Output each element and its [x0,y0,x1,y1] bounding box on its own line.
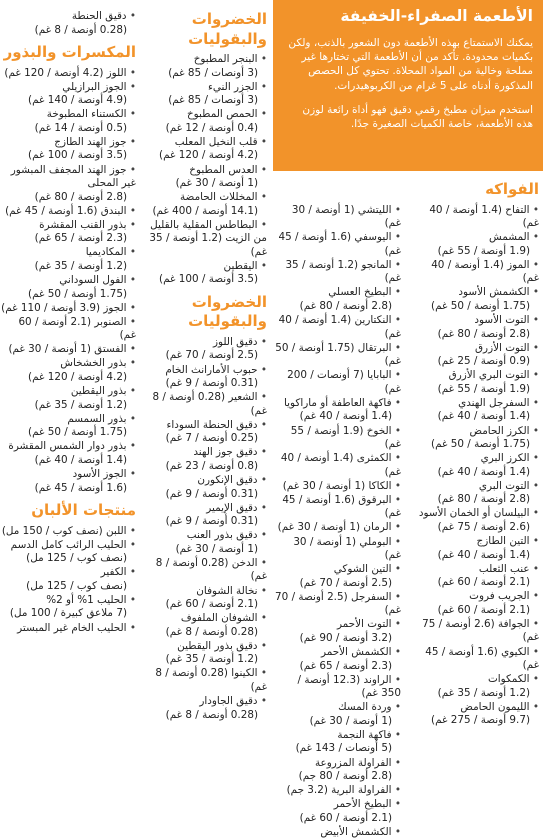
item-name: • البابايا (7 أونصات / 200 غم) [275,369,401,396]
list-item [0,525,136,539]
item-serving: (0.28 أونصة / 8 غم) [137,709,267,723]
list-item [137,446,267,473]
item-name: • البطاطس المقلية بالقليل من الزيت (1.2 أونصة / 35 غم) [137,219,267,260]
item-serving: (0.25 أونصة / 7 غم) [137,432,267,446]
item-serving: (نصف كوب / 125 مل) [0,580,136,594]
item-name: • الليتشي (1 أونصة / 30 غم) [275,204,401,231]
item-serving: (2.1 أونصة / 60 غم) [413,604,539,618]
list-item [413,618,539,645]
item-name: • الكاكا (1 أونصة / 30 غم) [275,480,401,494]
list-item [137,191,267,218]
item-name: • التين الشوكي [275,563,401,577]
item-serving: (2.8 أونصة / 80 غم) [275,300,401,314]
list-item [413,204,539,231]
item-name: • الفول السوداني [0,274,136,288]
item-name: • الفراولة المزروعة [275,757,401,771]
flour-continuation-list [0,10,136,37]
item-serving: (0.31 أونصة / 9 غم) [137,488,267,502]
item-name: • الكمثرى (1.4 أونصة / 40 غم) [275,452,401,479]
item-serving: (3.5 أونصة / 100 غم) [0,149,136,163]
item-name: • الجوز الأسود [0,468,136,482]
list-item [0,246,136,273]
item-serving: (0.31 أونصة / 9 غم) [137,377,267,391]
item-name: • الكشمش الأسود [413,286,539,300]
list-item [0,594,136,621]
list-item [0,164,136,205]
list-item [0,343,136,357]
item-name: • الشعير (0.28 أونصة / 8 غم) [137,391,267,418]
list-item [137,419,267,446]
item-name: • الدخن (0.28 أونصة / 8 غم) [137,557,267,584]
intro-paragraph: يمكنك الاستمتاع بهذه الأطعمة دون الشعور بالذنب، ولكن بكميات محدودة. تأكد من أن الأطعمة التي تختارها غير مملحة وخالية من المواد المحلاة. تحتوي كل الحصص المذكورة أدناه على 5 غرام من الكربوهيدرات. [285,36,533,93]
list-item [275,591,401,618]
list-item [275,286,401,313]
list-item [413,701,539,728]
item-serving: (3.2 أونصة / 90 غم) [275,632,401,646]
item-name: • دقيق بذور اليقطين [137,640,267,654]
item-name: • البنجر المطبوخ [137,53,267,67]
item-serving: (3 أونصات / 85 غم) [137,67,267,81]
item-serving: (7 ملاعق كبيرة / 100 مل) [0,607,136,621]
list-item [413,590,539,617]
item-name: • البوملي (1 أونصة / 30 غم) [275,536,401,563]
item-serving: (9.7 أونصة / 275 غم) [413,714,539,728]
item-name: • الجريب فروت [413,590,539,604]
list-item [137,164,267,191]
item-serving: (1.4 أونصة / 40 غم) [413,410,539,424]
list-item [275,729,401,756]
vegetables-heading: الخضروات والبقوليات [137,10,267,49]
item-serving: (1.4 أونصة / 40 غم) [413,466,539,480]
item-serving: (0.8 أونصة / 23 غم) [137,460,267,474]
item-serving: (1 أونصة / 30 غم) [137,177,267,191]
list-item [275,521,401,535]
list-item [137,612,267,639]
list-item [413,342,539,369]
list-item [413,286,539,313]
item-name: • المشمش [413,231,539,245]
list-item [137,260,267,287]
item-serving: (2.6 أونصة / 75 غم) [413,521,539,535]
item-serving: (1.6 أونصة / 45 غم) [0,482,136,496]
item-name: • جوز الهند المجفف المبشور غير المحلى [0,164,136,191]
list-item [275,231,401,258]
list-item [275,369,401,396]
list-item [275,757,401,784]
item-serving: (1.75 أونصة / 50 غم) [413,438,539,452]
list-item [413,480,539,507]
list-item [413,535,539,562]
item-name: • بذور دوار الشمس المقشرة [0,440,136,454]
item-serving: (1.75 أونصة / 50 غم) [0,288,136,302]
list-item [137,557,267,584]
item-serving: (0.9 أونصة / 25 غم) [413,355,539,369]
item-serving: (2.8 أونصة / 80 غم) [413,328,539,342]
item-name: • البرقوق (1.6 أونصة / 45 غم) [275,494,401,521]
list-item [137,81,267,108]
item-name: • الكشمش الأحمر [275,646,401,660]
item-name: • اليقطين [137,260,267,274]
item-name: • الكرز الحامض [413,425,539,439]
list-item [0,622,136,636]
list-item [137,695,267,722]
list-item [275,646,401,673]
list-item [275,674,401,701]
nuts-dairy-column [0,10,136,636]
item-serving: (3.5 أونصة / 100 غم) [137,273,267,287]
list-item [413,231,539,258]
dairy-list [0,525,136,636]
item-name: • المكاديميا [0,246,136,260]
item-serving: (1.9 أونصة / 55 غم) [413,245,539,259]
item-serving: (5 أونصات / 143 غم) [275,742,401,756]
item-name: • اللبن (نصف كوب / 150 مل) [0,525,136,539]
item-name: • الحليب الخام غير المبستر [0,622,136,636]
fruits-list-a [413,204,539,840]
list-item [0,10,136,37]
item-name: • الجوز (3.9 أونصة / 110 غم) [0,302,136,316]
item-name: • فاكهة النجمة [275,729,401,743]
item-name: • اليوسفي (1.6 أونصة / 45 غم) [275,231,401,258]
item-serving: (2.3 أونصة / 65 غم) [0,232,136,246]
item-name: • دقيق جوز الهند [137,446,267,460]
item-name: • التوت الأزرق [413,342,539,356]
item-serving: (1.2 أونصة / 35 غم) [0,399,136,413]
item-serving: (2.1 أونصة / 60 غم) [413,576,539,590]
list-item [413,452,539,479]
list-item [413,259,539,286]
item-serving: (0.4 أونصة / 12 غم) [137,122,267,136]
list-item [275,536,401,563]
list-item [275,798,401,825]
item-name: • الكيوي (1.6 أونصة / 45 غم) [413,646,539,673]
item-name: • الموز (1.4 أونصة / 40 غم) [413,259,539,286]
list-item [137,336,267,363]
item-name: • الليمون الحامض [413,701,539,715]
item-serving: (0.28 أونصة / 8 غم) [0,24,136,38]
item-name: • دقيق بذور العنب [137,529,267,543]
list-item [137,502,267,529]
item-name: • الكينوا (0.28 أونصة / 8 غم) [137,667,267,694]
item-name: • دقيق الإنكورن [137,474,267,488]
item-name: • دقيق الحنطة السوداء [137,419,267,433]
intro-box [273,0,543,171]
item-name: • الكستناء المطبوخة [0,108,136,122]
item-name: • النكتارين (1.4 أونصة / 40 غم) [275,314,401,341]
item-name: • الجزر النيء [137,81,267,95]
list-item [0,468,136,495]
list-item [0,67,136,81]
item-serving: (1.2 أونصة / 35 غم) [0,260,136,274]
item-name: • التوت البري الأزرق [413,369,539,383]
item-name: • البرتقال (1.75 أونصة / 50 غم) [275,342,401,369]
item-name: • التفاح (1.4 أونصة / 40 غم) [413,204,539,231]
list-item [275,618,401,645]
item-name: • الجوز البرازيلي [0,81,136,95]
item-name: • دقيق الجاودار [137,695,267,709]
item-serving: (1.4 أونصة / 40 غم) [0,454,136,468]
list-item [0,81,136,108]
item-serving: (1.9 أونصة / 55 غم) [413,383,539,397]
item-serving: (2.3 أونصة / 65 غم) [275,660,401,674]
list-item [137,529,267,556]
list-item [413,369,539,396]
list-item [413,397,539,424]
item-name: • البيلسان أو الخمان الأسود [413,507,539,521]
item-serving: (نصف كوب / 125 مل) [0,552,136,566]
item-name: • جوز الهند الطازج [0,136,136,150]
list-item [137,108,267,135]
list-item [413,314,539,341]
item-name: • الفستق (1 أونصة / 30 غم) [0,343,136,357]
list-item [275,494,401,521]
item-name: • البطيخ الأحمر [275,798,401,812]
item-name: • التين الطازج [413,535,539,549]
item-name: • نخالة الشوفان [137,585,267,599]
item-name: • الكمكوات [413,673,539,687]
item-name: • قلب النخيل المعلب [137,136,267,150]
list-item [0,136,136,163]
item-serving: (1.2 أونصة / 35 غم) [413,687,539,701]
list-item [137,667,267,694]
list-item [413,646,539,673]
item-name: • وردة المسك [275,701,401,715]
list-item [0,539,136,566]
list-item [275,784,401,798]
fruits-column [275,176,539,840]
list-item [137,640,267,667]
list-item [0,219,136,246]
list-item [137,474,267,501]
item-name: • الحليب 1% أو 2% [0,594,136,608]
item-name: • الكفير [0,566,136,580]
item-serving: (0.31 أونصة / 9 غم) [137,515,267,529]
list-item [137,219,267,260]
item-serving: (4.9 أونصة / 140 غم) [0,94,136,108]
fruits-heading: الفواكه [275,180,539,200]
item-name: • التوت الأحمر [275,618,401,632]
list-item [0,440,136,467]
item-name: • الجوافة (2.6 أونصة / 75 غم) [413,618,539,645]
item-name: • دقيق الحنطة [0,10,136,24]
item-serving: (2.8 أونصة / 80 غم) [0,191,136,205]
item-name: • حبوب الأمارانث الخام [137,364,267,378]
list-item [275,342,401,369]
item-serving: (0.5 أونصة / 14 غم) [0,122,136,136]
item-name: • دقيق اللوز [137,336,267,350]
item-name: • التوت الأسود [413,314,539,328]
list-item [0,413,136,440]
flours-heading: الخضروات والبقوليات [137,293,267,332]
nuts-heading: المكسرات والبذور [0,43,136,63]
list-item [413,425,539,452]
list-item [137,585,267,612]
item-name: • البندق (1.6 أونصة / 45 غم) [0,205,136,219]
item-serving: (1 أونصة / 30 غم) [137,543,267,557]
item-name: • العدس المطبوخ [137,164,267,178]
item-name: • الراوند (12.3 أونصة / 350 غم) [275,674,401,701]
list-item [413,507,539,534]
item-serving: (1.4 أونصة / 40 غم) [413,549,539,563]
item-name: • فاكهة العاطفة أو ماراكويا [275,397,401,411]
item-name: • المانجو (1.2 أونصة / 35 غم) [275,259,401,286]
list-item [275,314,401,341]
list-item [275,480,401,494]
item-serving: (2.5 أونصة / 70 غم) [137,349,267,363]
item-name: • الفراولة البرية (3.2 جم) [275,784,401,798]
item-name: • الكرز البري [413,452,539,466]
item-serving: (4.2 أونصة / 120 غم) [137,149,267,163]
item-name: • اللوز (4.2 أونصة / 120 غم) [0,67,136,81]
item-serving: (3 أونصات / 85 غم) [137,94,267,108]
item-serving: (1.75 أونصة / 50 غم) [0,426,136,440]
list-item [137,391,267,418]
flours-list [137,336,267,722]
list-item [0,302,136,316]
item-name: • دقيق الإيمير [137,502,267,516]
item-name: • الحليب الرائب كامل الدسم [0,539,136,553]
list-item [137,364,267,391]
item-name: • بذور السمسم [0,413,136,427]
item-serving: (1 أونصة / 30 غم) [275,715,401,729]
item-serving: (0.28 أونصة / 8 غم) [137,626,267,640]
item-serving: (2.5 أونصة / 70 غم) [275,577,401,591]
item-serving: (2.1 أونصة / 60 غم) [137,598,267,612]
list-item [0,108,136,135]
list-item [275,826,401,840]
list-item [0,357,136,384]
nuts-list [0,67,136,495]
item-name: • الحمص المطبوخ [137,108,267,122]
item-name: • الكشمش الأبيض [275,826,401,840]
page-title: الأطعمة الصفراء-الخفيفة [285,6,533,26]
list-item [413,563,539,590]
fruits-list-b [275,204,401,840]
scale-tip-paragraph: استخدم ميزان مطبخ رقمي دقيق فهو أداة رائعة لوزن هذه الأطعمة، خاصة الكميات الصغيرة جدًا. [285,103,533,131]
vegetables-list [137,53,267,287]
list-item [275,204,401,231]
item-serving: (14.1 أونصة / 400 غم) [137,205,267,219]
item-serving: (2.1 أونصة / 60 غم) [275,812,401,826]
list-item [0,385,136,412]
item-name: • السفرجل (2.5 أونصة / 70 غم) [275,591,401,618]
item-serving: (1.75 أونصة / 50 غم) [413,300,539,314]
fruits-lists [275,204,539,840]
list-item [275,563,401,590]
list-item [275,259,401,286]
item-name: • عنب الثعلب [413,563,539,577]
list-item [275,452,401,479]
list-item [137,136,267,163]
item-name: • الشوفان الملفوف [137,612,267,626]
list-item [0,316,136,343]
item-name: • التوت البري [413,480,539,494]
item-name: • بذور القنب المقشرة [0,219,136,233]
vegetables-column [137,10,267,723]
item-name: • بذور اليقطين [0,385,136,399]
list-item [0,205,136,219]
list-item [275,425,401,452]
item-name: • البطيخ العسلي [275,286,401,300]
list-item [0,274,136,301]
list-item [137,53,267,80]
list-item [413,673,539,700]
item-serving: (2.8 أونصة / 80 غم) [413,493,539,507]
list-item [275,397,401,424]
item-serving: (2.8 أونصة / 80 جم) [275,770,401,784]
dairy-heading: منتجات الألبان [0,501,136,521]
item-name: • الخوخ (1.9 أونصة / 55 غم) [275,425,401,452]
item-name: • السفرجل الهندي [413,397,539,411]
item-name: • المخللات الحامضة [137,191,267,205]
item-serving: (1.2 أونصة / 35 غم) [137,653,267,667]
item-name: • بذور الخشخاش [0,357,136,371]
item-serving: (1.4 أونصة / 40 غم) [275,410,401,424]
item-serving: (4.2 أونصة / 120 غم) [0,371,136,385]
list-item [0,566,136,593]
item-name: • الرمان (1 أونصة / 30 غم) [275,521,401,535]
list-item [275,701,401,728]
item-name: • الصنوبر (2.1 أونصة / 60 غم) [0,316,136,343]
